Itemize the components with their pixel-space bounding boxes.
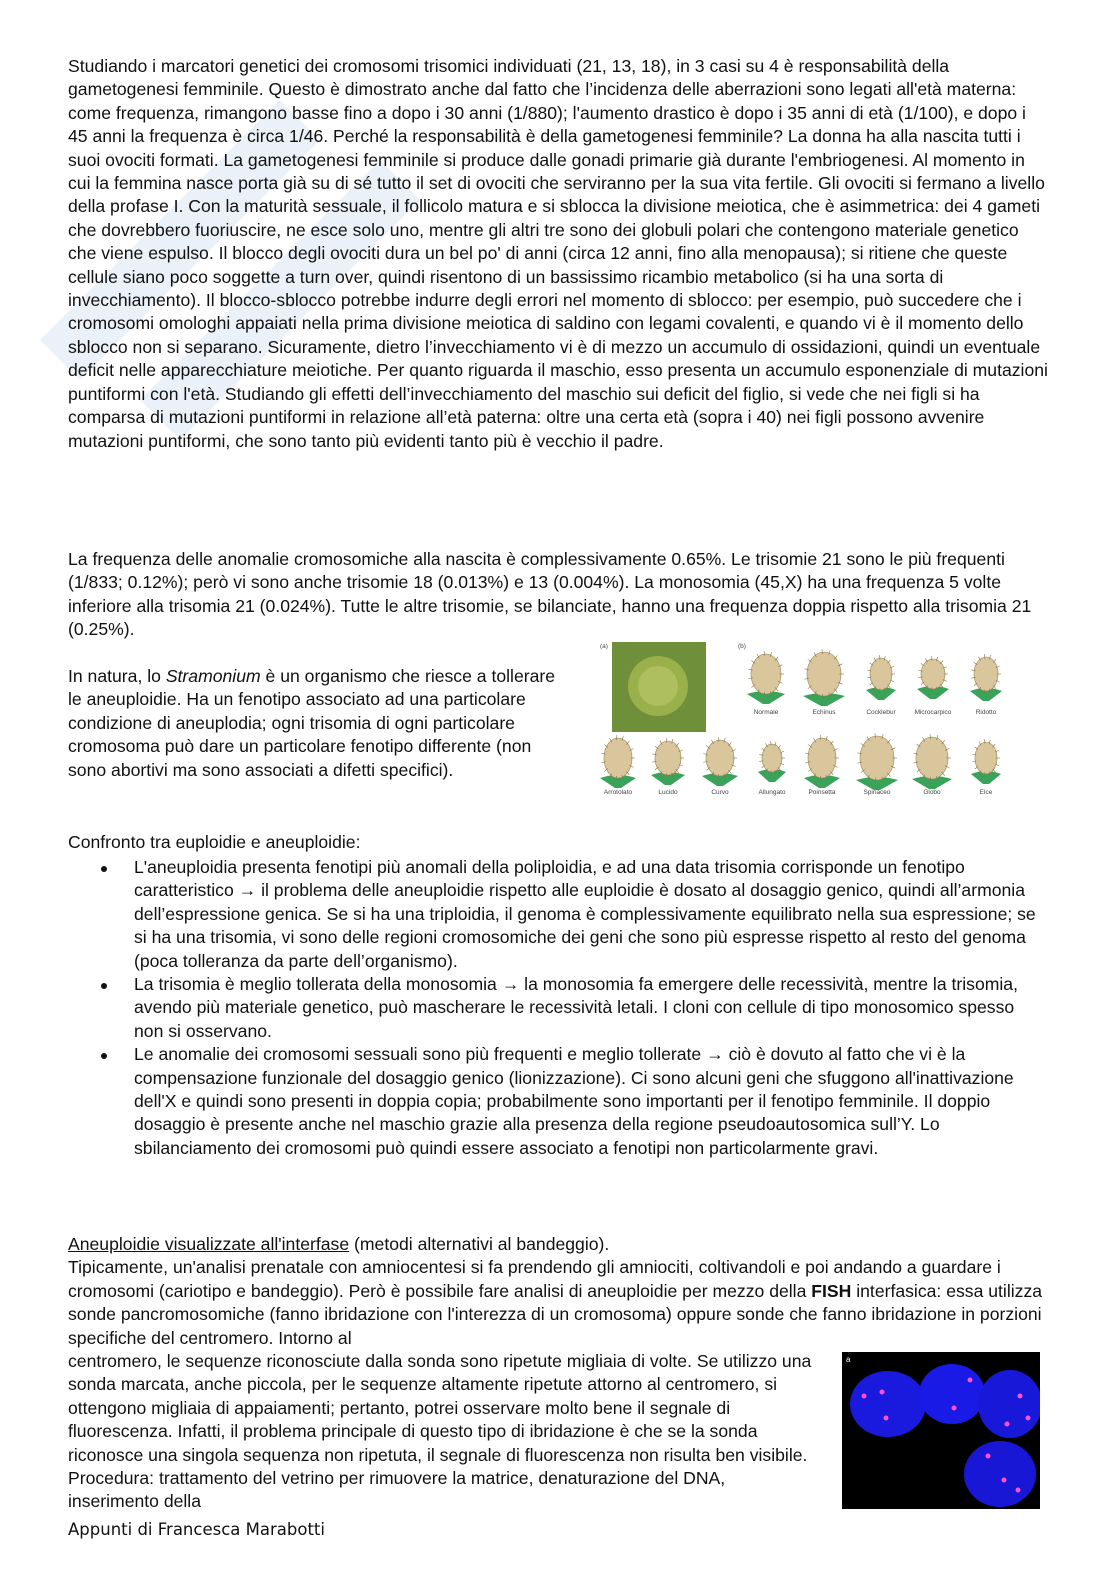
fish-signal [1005,1422,1010,1427]
capsule-illustration [651,738,685,785]
capsule-label: Globo [923,789,941,796]
paragraph-confronto-title: Confronto tra euploidie e aneuploidie: [68,832,361,852]
capsules-row-bottom [600,733,1001,790]
capsule-illustration [866,655,896,700]
capsule-label: Allungato [758,789,786,796]
fruit-highlight [638,666,678,706]
figure-panel-label-b: (b) [738,643,746,650]
fish-signal [880,1390,885,1395]
capsule-illustration [803,649,845,706]
capsule-illustration [856,733,898,790]
bullet-list-confronto [68,856,1048,1160]
paragraph-frequenza-anomalie: La frequenza delle anomalie cromosomiche alla nascita è complessivamente 0.65%. Le trisomie 21 sono le più frequenti (1/833; 0.12%); però vi sono anche trisomie 18 (0.013%) e 13 (0.004%). La monosomia (45,X) ha una frequenza 5 volte inferiore alla trisomia 21 (0.024%). Tutte le altre trisomie, se bilanciate, hanno una frequenza doppia rispetto alla trisomia 21 (0.25%). [68,549,1032,640]
bullet-text: Le anomalie dei cromosomi sessuali sono più frequenti e meglio tollerate → ciò è dovuto al fatto che vi è la compensazione funzionale del dosaggio genico (lionizzazione). Ci sono alcuni geni che sfuggono all'inattivazione dell'X e quindi sono presenti in doppia copia; probabilmente sono importanti per il fenotipo femminile. Il doppio dosaggio è presente anche nel maschio grazie alla presenza della regione pseudoautosomica sull’Y. Lo sbilanciamento dei cromosomi può quindi essere associato a fenotipi non particolarmente gravi. [134,1044,1014,1158]
labels-row-top [754,709,997,716]
capsule-label: Spinaceo [863,789,891,796]
fish-wide-lines [68,1233,1048,1350]
labels-row-bottom [604,789,993,796]
paragraph-fish [68,1233,1043,1514]
nucleus [919,1364,985,1424]
figure-panel-label-a: (a) [600,643,608,650]
bullet-text: L'aneuploidia presenta fenotipi più anomali della poliploidia, e ad una data trisomia corrisponde un fenotipo caratteristico → il problema delle aneuploidie rispetto alle euploidie è dosato al dosaggio genico, quindi all’armonia dell’espressione genica. Se si ha una triploidia, il genoma è complessivamente equilibrato nella sua espressione; se si ha una trisomia, vi sono delle regioni cromosomiche dei geni che sono più espresse rispetto al resto del genoma (poca tolleranza da parte dell’organismo). [134,857,1036,971]
section-heading-underlined: Aneuploidie visualizzate all'interfase [68,1234,350,1254]
figure-fish-nuclei [842,1352,1040,1509]
text-run: interfasica: essa utilizza sonde pancromosomiche (fanno ibridazione con l'interezza di un cromosoma) oppure sonde che fanno ibridazione in porzioni specifiche del centromero. Intorno al [68,1280,1043,1348]
fish-signal [862,1394,867,1399]
fish-signal [1018,1394,1023,1399]
bullet-dot [101,983,107,989]
bullet-item [68,973,1048,1043]
capsule-label: Curvo [711,789,729,796]
fish-signal [884,1416,889,1421]
capsule-illustration [971,739,1001,784]
fish-signal [986,1454,991,1459]
bullet-item [68,856,1048,973]
capsule-illustration [917,656,949,699]
paragraph-stramonium [68,665,573,782]
capsule-label: Lucido [658,789,678,796]
footer-author: Appunti di Francesca Marabotti [68,1520,325,1539]
capsule-illustration [912,734,952,789]
text-run: (metodi alternativi al bandeggio). [349,1234,610,1254]
capsules-row-top [747,649,1002,706]
capsule-illustration [970,654,1002,701]
capsule-label: Microcarpico [914,709,952,716]
text-run: è un organismo che riesce a tollerare le aneuploidie. Ha un fenotipo associato ad una particolare condizione di aneuplodia; ogni trisomia di ogni particolare cromosoma può dare un particolare fenotipo differente (non sono abortivi ma sono associati a difetti specifici). [68,666,556,780]
capsule-label: Cocklebur [866,709,896,716]
capsule-illustration [702,737,738,786]
capsule-label: Arrotolato [603,789,633,796]
text-run: In natura, lo [68,666,166,686]
fish-signal [1026,1416,1031,1421]
nucleus [964,1441,1036,1507]
paragraph-gametogenesi: Studiando i marcatori genetici dei cromosomi trisomici individuati (21, 13, 18), in 3 casi su 4 è responsabilità della gametogenesi femminile. Questo è dimostrato anche dal fatto che l’incidenza delle aberrazioni sono legati all'età materna: come frequenza, rimangono basse fino a dopo i 30 anni (1/880); l'aumento drastico è dopo i 35 anni di età (1/100), e dopo i 45 anni la frequenza è circa 1/46. Perché la responsabilità è della gametogenesi femminile? La donna ha alla nascita tutti i suoi ovociti formati. La gametogenesi femminile si produce dalle gonadi primarie già durante l'embriogenesi. Al momento in cui la femmina nasce porta già su di sé tutto il set di ovociti che serviranno per la sua vita fertile. Gli ovociti si fermano a livello della profase I. Con la maturità sessuale, il follicolo matura e si sblocca la divisione meiotica, che è asimmetrica: dei 4 gameti che dovrebbero fuoriuscire, ne esce solo uno, mentre gli altri tre sono dei globuli polari che contengono materiale genetico che viene espulso. Il blocco degli ovociti dura un bel po' di anni (circa 12 anni, fino alla menopausa); si ritiene che queste cellule siano poco soggette a turn over, quindi risentono di un bassissimo ricambio metabolico (si ha una sorta di invecchiamento). Il blocco-sblocco potrebbe indurre degli errori nel momento di sblocco: per esempio, può succedere che i cromosomi omologhi appaiati nella prima divisione meiotica di saldino con legami covalenti, e quando vi è il momento dello sblocco non si separano. Sicuramente, dietro l’invecchiamento vi è di mezzo un accumulo di ossidazioni, quindi un eventuale deficit nelle apparecchiature meiotiche. Per quanto riguarda il maschio, esso presenta un accumulo esponenziale di mutazioni puntiformi con l'età. Studiando gli effetti dell’invecchiamento del maschio sui deficit del figlio, si vede che nei figli si ha comparsa di mutazioni puntiformi in relazione all’età paterna: oltre una certa età (sopra i 40) nei figli possono avvenire mutazioni puntiformi, che sono tanto più evidenti tanto più è vecchio il padre. [68,56,1048,451]
italic-term: Stramonium [165,666,261,686]
figure-stramonium-phenotypes [598,640,1018,805]
fish-signal [968,1378,973,1383]
capsule-illustration [747,651,785,704]
fish-signal [952,1406,957,1411]
capsule-label: Elce [979,789,993,796]
nucleus [978,1370,1040,1438]
bullet-dot [101,1053,107,1059]
capsule-label: Normale [753,709,779,716]
fish-signal [1016,1488,1021,1493]
nucleus [850,1371,926,1437]
bullet-item [68,1043,1048,1160]
capsule-illustration [600,735,636,788]
figure-panel-label: a [846,1355,851,1364]
capsule-label: Poinsetta [808,789,836,796]
text-run: centromero, le sequenze riconosciute dalla sonda sono ripetute migliaia di volte. Se utilizzo una sonda marcata, anche piccola, per le sequenze altamente ripetute attorno al centromero, si ottengono migliaia di appaiamenti; pertanto, potrei osservare molto bene il segnale di fluorescenza. Infatti, il problema principale di questo tipo di ibridazione è che se la sonda riconosce una singola sequenza non ripetuta, il segnale di fluorescenza non risulta ben visibile. Procedura: trattamento del vetrino per rimuovere la matrice, denaturazione del DNA, inserimento della [68,1351,812,1512]
capsule-label: Ridotto [975,709,997,716]
bullet-text: La trisomia è meglio tollerata della monosomia → la monosomia fa emergere delle recessività, mentre la trisomia, avendo più materiale genetico, può mascherare le recessività letali. I cloni con cellule di tipo monosomico spesso non si osservano. [134,974,1018,1041]
bold-term: FISH [811,1280,852,1301]
text-run: Tipicamente, un'analisi prenatale con amniocentesi si fa prendendo gli amniociti, coltivandoli e poi andando a guardare i cromosomi (cariotipo e bandeggio). Però è possibile fare analisi di aneuploidie per mezzo della [68,1257,1001,1301]
capsule-illustration [804,735,840,788]
bullet-dot [101,866,107,872]
capsule-label: Echinus [812,709,836,716]
fish-signal [1002,1478,1007,1483]
capsule-illustration [758,741,786,782]
